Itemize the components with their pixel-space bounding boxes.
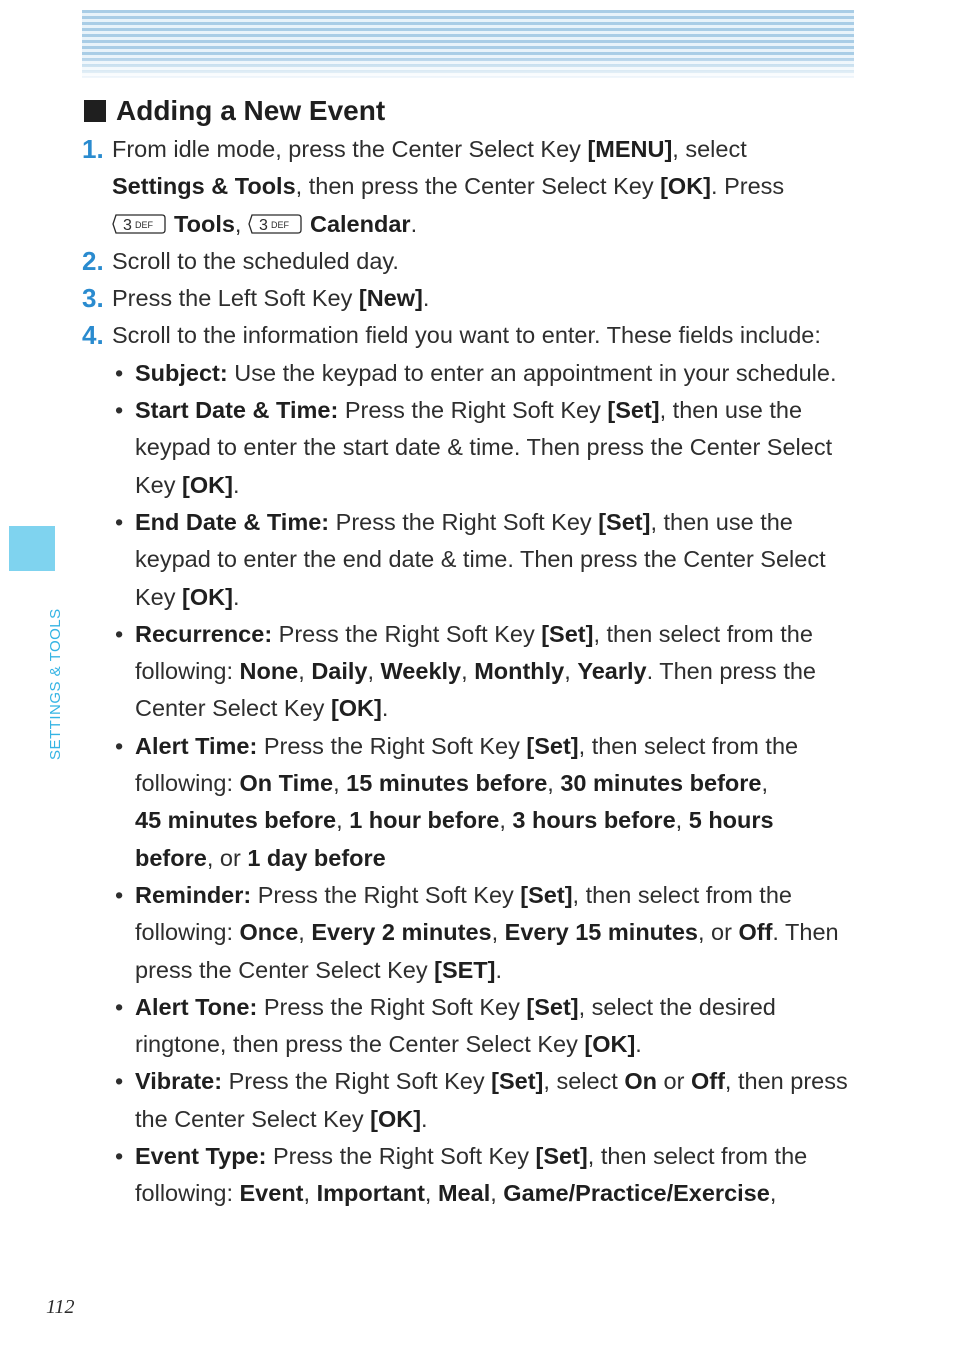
bullet: • [115,993,124,1020]
field-label: Event Type: [135,1143,267,1170]
menu-key-label: [MENU] [587,136,673,162]
svg-text:3: 3 [258,216,268,234]
section-heading [84,92,385,130]
field-reminder: • Reminder: Press the Right Soft Key [Set], then select from the following: Once, Every 2 minutes, Every 15 minutes, or Off. Then press the Center Select Key [SET]. [82,877,854,989]
bullet: • [115,1143,124,1170]
section-title: Adding a New Event [116,95,386,126]
field-end-date-time: • End Date & Time: Press the Right Soft Key [Set], then use the keypad to enter the end date & time. Then press the Center Select Key [OK]. [82,504,854,616]
field-label: Subject: [135,359,228,386]
calendar-label: Calendar [309,210,411,237]
svg-text:DEF: DEF [135,219,153,230]
field-vibrate: • Vibrate: Press the Right Soft Key [Set], select On or Off, then press the Center Select Key [OK]. [82,1063,854,1138]
step-3 [82,280,854,317]
field-label: Alert Time: [135,732,258,759]
bullet: • [115,732,124,759]
step-text: Press the Left Soft Key [New]. [112,285,430,312]
svg-text:3: 3 [123,216,132,234]
bullet: • [115,1068,124,1095]
field-subject: • Subject: Use the keypad to enter an appointment in your schedule. [82,355,854,392]
content [82,131,854,1213]
field-alert-tone: • Alert Tone: Press the Right Soft Key [Set], select the desired ringtone, then press the Center Select Key [OK]. [82,989,854,1064]
field-label: Alert Tone: [135,993,258,1020]
field-label: Reminder: [135,881,252,908]
bullet: • [115,508,124,535]
field-label: Vibrate: [135,1068,223,1095]
bullet: • [115,620,124,647]
step-text: From idle mode, press the Center Select Key [MENU], select Settings & Tools, then press the Center Select Key [OK]. Press 3 DEF Tools, 3 DEF Calendar. [112,136,785,237]
step-number: 2. [82,245,104,276]
field-label: Recurrence: [135,620,273,647]
field-start-date-time: • Start Date & Time: Press the Right Soft Key [Set], then use the keypad to enter the start date & time. Then press the Center Select Key [OK]. [82,392,854,504]
page-number: 112 [46,1296,75,1318]
step-number: 1. [82,134,104,164]
field-label: End Date & Time: [135,508,330,535]
header-banner [82,10,854,78]
field-label: Start Date & Time: [135,397,339,424]
step-number: 4. [82,320,104,351]
svg-text:DEF: DEF [270,219,289,230]
step-text: Scroll to the scheduled day. [112,247,399,274]
step-1 [82,131,854,243]
new-key-label: [New] [358,285,423,312]
chapter-label: SETTINGS & TOOLS [47,608,64,760]
tools-label: Tools [174,210,235,237]
step-2 [82,243,854,280]
step-text: Scroll to the information field you want to enter. These fields include: [112,322,821,349]
3-def-key-icon [112,212,166,236]
field-recurrence: • Recurrence: Press the Right Soft Key [Set], then select from the following: None, Daily, Weekly, Monthly, Yearly. Then press the Center Select Key [OK]. [82,616,854,728]
field-event-type: • Event Type: Press the Right Soft Key [Set], then select from the following: Event, Important, Meal, Game/Practice/Exercise, [82,1138,854,1213]
bullet: • [115,359,124,386]
bullet: • [115,397,124,424]
settings-tools-label: Settings & Tools [112,173,296,200]
heading-square-icon [84,100,106,122]
bullet: • [115,881,124,908]
3-def-key-icon [248,212,302,236]
step-4 [82,317,854,354]
chapter-tab [9,526,55,571]
field-alert-time: • Alert Time: Press the Right Soft Key [Set], then select from the following: On Time, 15 minutes before, 30 minutes before, 45 minutes before, 1 hour before, 3 hours before, 5 hours before, or 1 day before [82,728,854,877]
step-number: 3. [82,283,104,314]
ok-key-label: [OK] [660,173,712,200]
